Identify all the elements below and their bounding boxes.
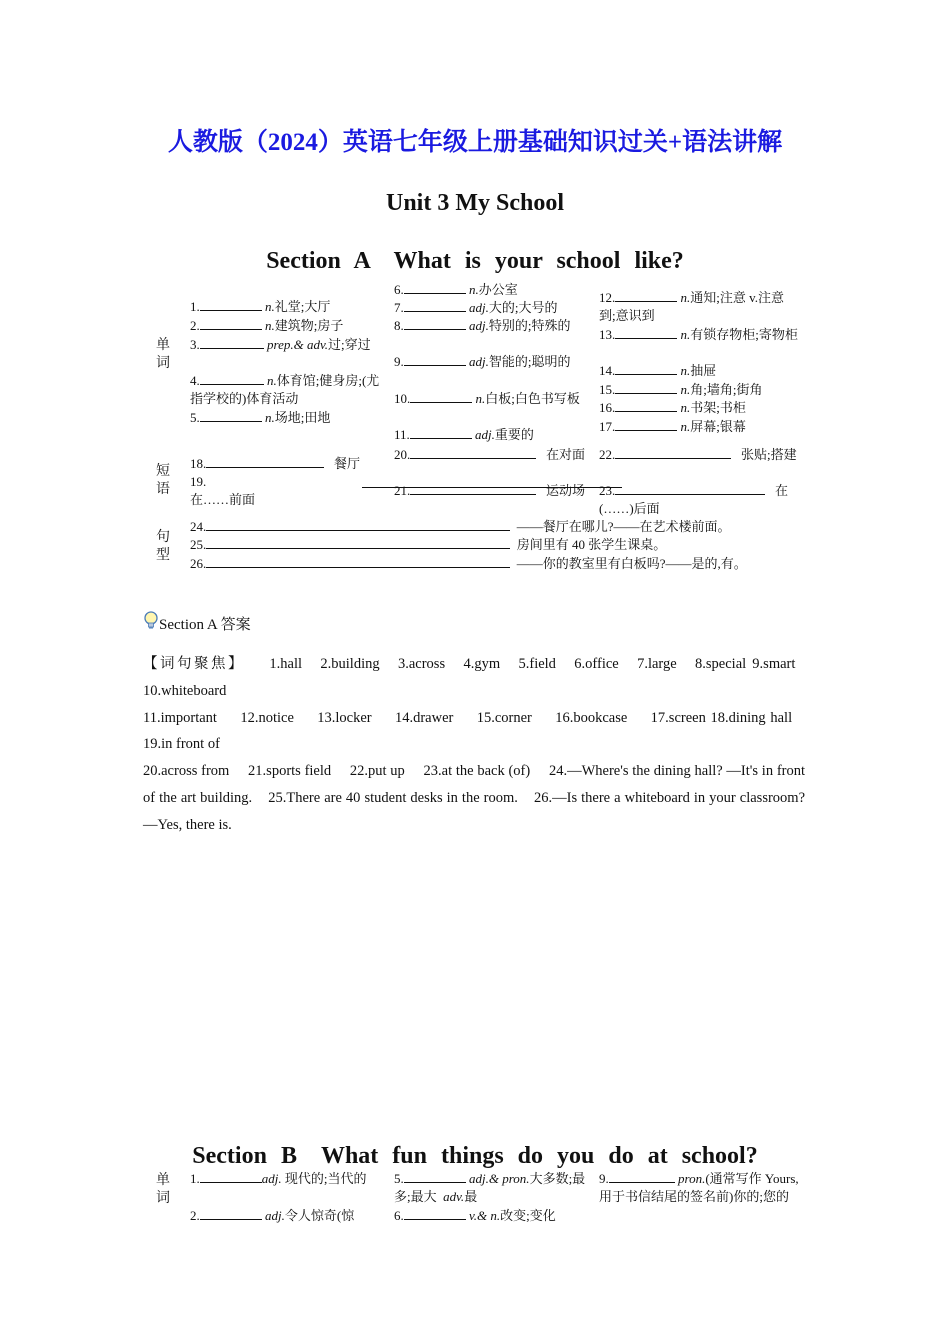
answer-item: 21.sports field: [248, 763, 332, 780]
phrase-item: 22. 张贴;搭建: [599, 447, 797, 462]
word-item: 1. n.礼堂;大厅: [190, 299, 331, 314]
unit-title: Unit 3 My School: [385, 190, 564, 216]
sentence-item: 26. ——你的教室里有白板吗?——是的,有。: [190, 556, 747, 571]
answer-item: 14.drawer: [394, 709, 454, 726]
answer-item: 23.at the back (of): [423, 763, 531, 780]
answer-item: 22.put up: [349, 763, 405, 780]
answers-label: 【词句聚焦】: [143, 656, 245, 672]
word-item: 2. n.建筑物;房子: [190, 318, 344, 333]
answer-item: 8.special: [695, 656, 747, 672]
word-item: 5. adj.& pron.大多数;最多;最大 adv.最: [394, 1171, 586, 1204]
answer-item: 12.notice: [240, 709, 294, 726]
phrase-item: 20. 在对面: [394, 447, 586, 462]
word-item: 5. n.场地;田地: [190, 410, 331, 425]
word-item: 8. adj.特别的;特殊的: [394, 318, 571, 333]
word-item: 6. v.& n.改变;变化: [394, 1208, 556, 1223]
section-b-title: Section B What fun things do you do at school?: [192, 1143, 758, 1169]
category-words: 单词: [156, 1172, 170, 1206]
phrase-item: 18. 餐厅: [190, 456, 361, 471]
section-a-title: Section A What is your school like?: [266, 248, 684, 274]
answer-item: 20.across from: [143, 763, 230, 780]
word-item: 10. n.白板;白色书写板: [394, 391, 580, 406]
answer-item: 1.hall: [269, 656, 303, 672]
answer-item: 16.bookcase: [555, 709, 628, 726]
word-item: 9. pron.(通常写作 Yours,用于书信结尾的签名前)你的;您的: [599, 1171, 799, 1204]
word-item: 13. n.有锁存物柜;寄物柜: [599, 327, 798, 342]
word-item: 3. prep.& adv.过;穿过: [190, 337, 371, 352]
phrase-item: 21. 运动场: [394, 483, 586, 498]
answer-item: 10.whiteboard: [143, 682, 227, 699]
answer-item: 11.important: [143, 709, 217, 726]
word-item: 7. adj.大的;大号的: [394, 300, 558, 315]
answer-item: 5.field: [518, 656, 556, 672]
answer-item: 26.—Is there a whiteboard in your classroom?—Yes, there is.: [143, 789, 806, 833]
answer-item: 19.in front of: [143, 736, 220, 753]
stray-line: [362, 487, 622, 488]
answer-item: 2.building: [320, 656, 380, 672]
word-item: 14. n.抽屉: [599, 363, 717, 378]
sentence-item: 24. ——餐厅在哪儿?——在艺术楼前面。: [190, 519, 731, 534]
category-sentences: 句型: [156, 529, 170, 563]
answer-item: 25.There are 40 student desks in the room.: [268, 789, 518, 806]
answer-item: 7.large: [637, 656, 677, 672]
answer-item: 24.—Where's the dining hall? —It's in front of the art building.: [143, 763, 806, 806]
lightbulb-icon: [143, 611, 159, 631]
answer-item: 18.dining hall: [710, 709, 793, 726]
document-title: 人教版（2024）英语七年级上册基础知识过关+语法讲解: [167, 129, 783, 156]
category-phrases: 短语: [156, 463, 170, 497]
word-item: 2. adj.令人惊奇(惊: [190, 1208, 355, 1223]
answer-item: 15.corner: [476, 709, 532, 726]
answer-item: 3.across: [397, 656, 446, 672]
word-item: 9. adj.智能的;聪明的: [394, 354, 571, 369]
phrase-item: 19. 在……前面: [190, 474, 256, 507]
category-words: 单词: [156, 337, 170, 371]
answers-block: [143, 651, 805, 839]
answer-item: 13.locker: [317, 709, 372, 726]
word-item: 15. n.角;墙角;街角: [599, 382, 763, 397]
word-item: 1. adj. 现代的;当代的: [190, 1171, 367, 1186]
answer-item: 4.gym: [463, 656, 501, 672]
sentence-item: 25. 房间里有 40 张学生课桌。: [190, 537, 667, 552]
word-item: 11. adj.重要的: [394, 427, 534, 442]
word-item: 17. n.屏幕;银幕: [599, 419, 746, 434]
answers-heading: Section A 答案: [159, 617, 251, 633]
answer-item: 17.screen: [650, 709, 706, 726]
word-item: 6. n.办公室: [394, 282, 518, 297]
word-item: 12. n.通知;注意 v.注意到;意识到: [599, 290, 785, 323]
answer-item: 9.smart: [752, 656, 796, 672]
answer-item: 6.office: [574, 656, 619, 672]
word-item: 16. n.书架;书柜: [599, 400, 746, 415]
word-item: 4. n.体育馆;健身房;(尤指学校的)体育活动: [190, 373, 380, 406]
phrase-item: 23. 在(……)后面: [599, 483, 789, 516]
